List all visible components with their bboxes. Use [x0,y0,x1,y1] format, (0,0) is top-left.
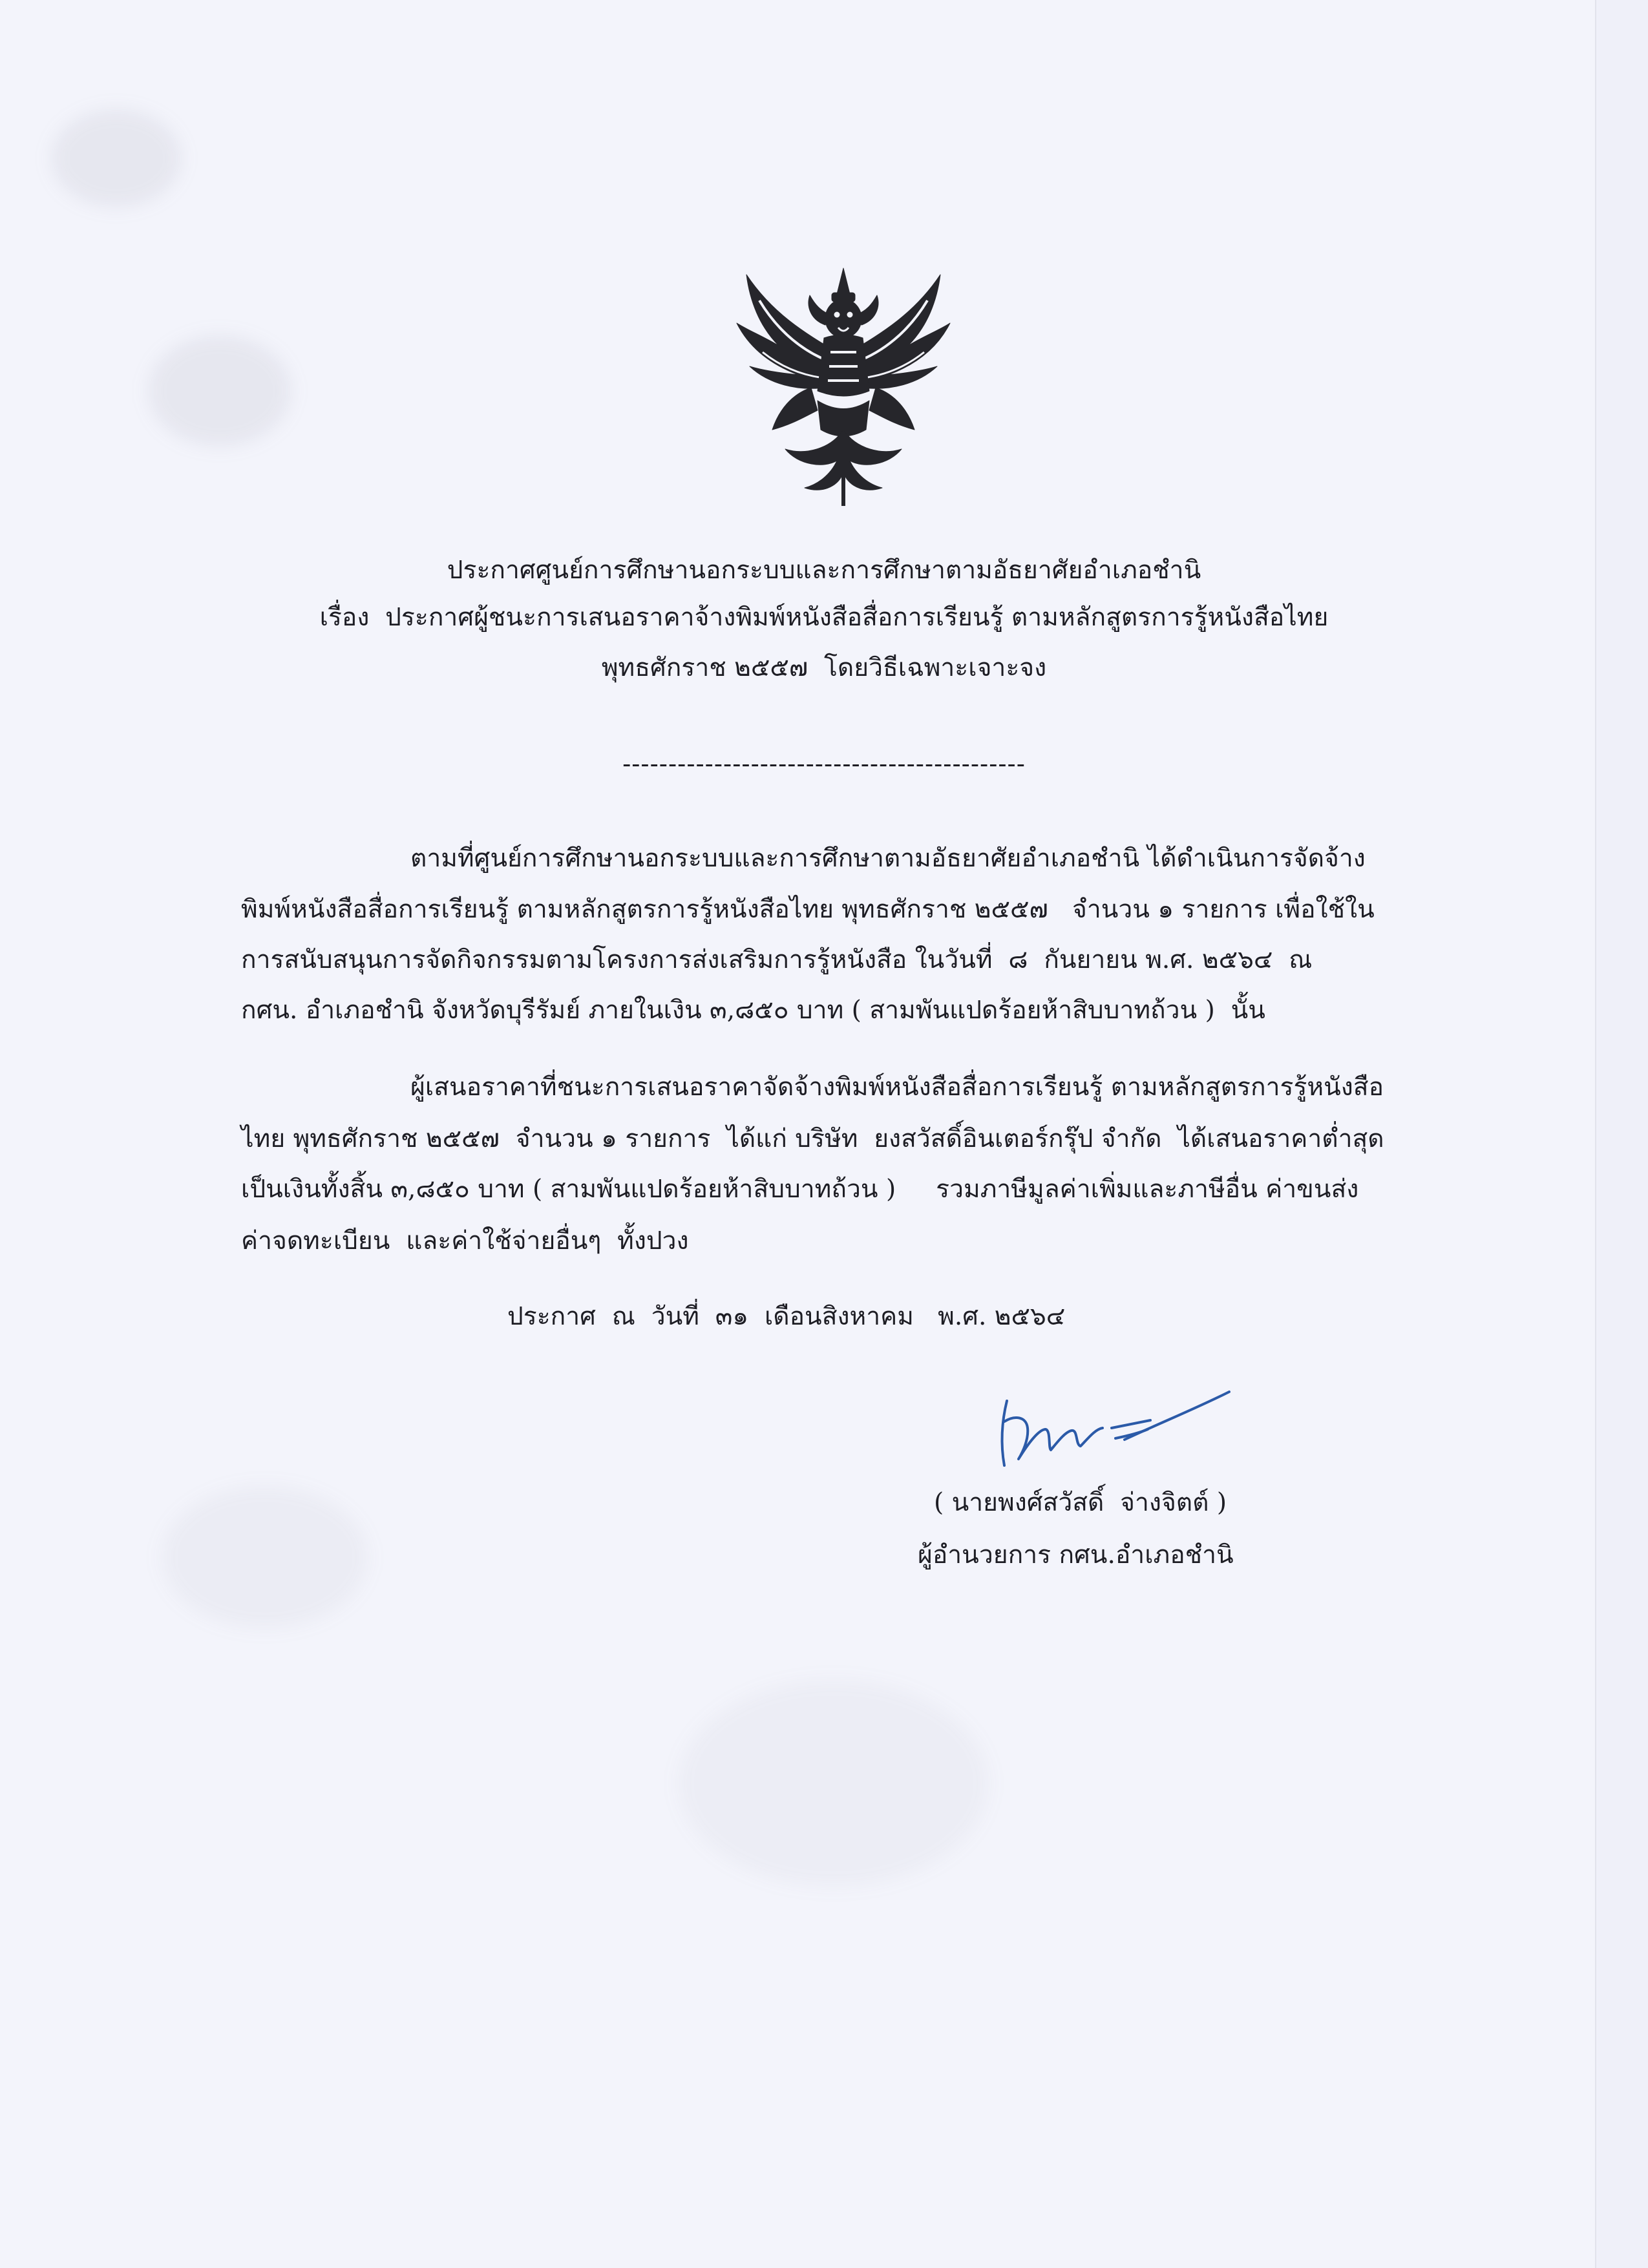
signatory-name: ( นายพงศ์สวัสดิ์ จ่างจิตต์ ) [934,1488,1227,1517]
paragraph-2-line: ค่าจดทะเบียน และค่าใช้จ่ายอื่นๆ ทั้งปวง [241,1226,689,1255]
paragraph-2-line: ไทย พุทธศักราช ๒๕๕๗ จำนวน ๑ รายการ ได้แก่ บริษัท ยงสวัสดิ์อินเตอร์กรุ๊ป จำกัด ได้เสนอราคาต่ำสุด [241,1124,1384,1153]
scan-smudge [679,1680,989,1887]
announcement-subject: เรื่อง ประกาศผู้ชนะการเสนอราคาจ้างพิมพ์หนังสือสื่อการเรียนรู้ ตามหลักสูตรการรู้หนังสือไทย [319,603,1329,632]
garuda-emblem-icon [734,255,953,507]
heading-divider: -------------------------------------------- [622,750,1026,779]
scan-smudge [162,1486,368,1628]
scan-smudge [52,110,181,207]
paragraph-2-line: ผู้เสนอราคาที่ชนะการเสนอราคาจัดจ้างพิมพ์หนังสือสื่อการเรียนรู้ ตามหลักสูตรการรู้หนังสือ [410,1073,1384,1102]
signatory-position: ผู้อำนวยการ กศน.อำเภอชำนิ [918,1540,1234,1570]
paragraph-1-line: การสนับสนุนการจัดกิจกรรมตามโครงการส่งเสริมการรู้หนังสือ ในวันที่ ๘ กันยายน พ.ศ. ๒๕๖๔ ณ [241,945,1313,974]
handwritten-signature [989,1383,1234,1473]
paragraph-1-line: พิมพ์หนังสือสื่อการเรียนรู้ ตามหลักสูตรการรู้หนังสือไทย พุทธศักราช ๒๕๕๗ จำนวน ๑ รายการ เพื่อใช้ใน [241,895,1375,924]
paragraph-1-line: กศน. อำเภอชำนิ จังหวัดบุรีรัมย์ ภายในเงิน ๓,๘๕๐ บาท ( สามพันแปดร้อยห้าสิบบาทถ้วน ) นั้น [241,996,1265,1025]
paragraph-1-line: ตามที่ศูนย์การศึกษานอกระบบและการศึกษาตามอัธยาศัยอำเภอชำนิ ได้ดำเนินการจัดจ้าง [410,844,1366,873]
scan-smudge [149,336,291,446]
announcement-subject-continued: พุทธศักราช ๒๕๕๗ โดยวิธีเฉพาะเจาะจง [601,653,1047,682]
paragraph-2-line: เป็นเงินทั้งสิ้น ๓,๘๕๐ บาท ( สามพันแปดร้อยห้าสิบบาทถ้วน ) รวมภาษีมูลค่าเพิ่มและภาษีอื่น ค่าขนส่ง [241,1175,1359,1204]
announcement-date: ประกาศ ณ วันที่ ๓๑ เดือนสิงหาคม พ.ศ. ๒๕๖๔ [507,1302,1066,1331]
announcement-title: ประกาศศูนย์การศึกษานอกระบบและการศึกษาตามอัธยาศัยอำเภอชำนิ [447,556,1201,585]
